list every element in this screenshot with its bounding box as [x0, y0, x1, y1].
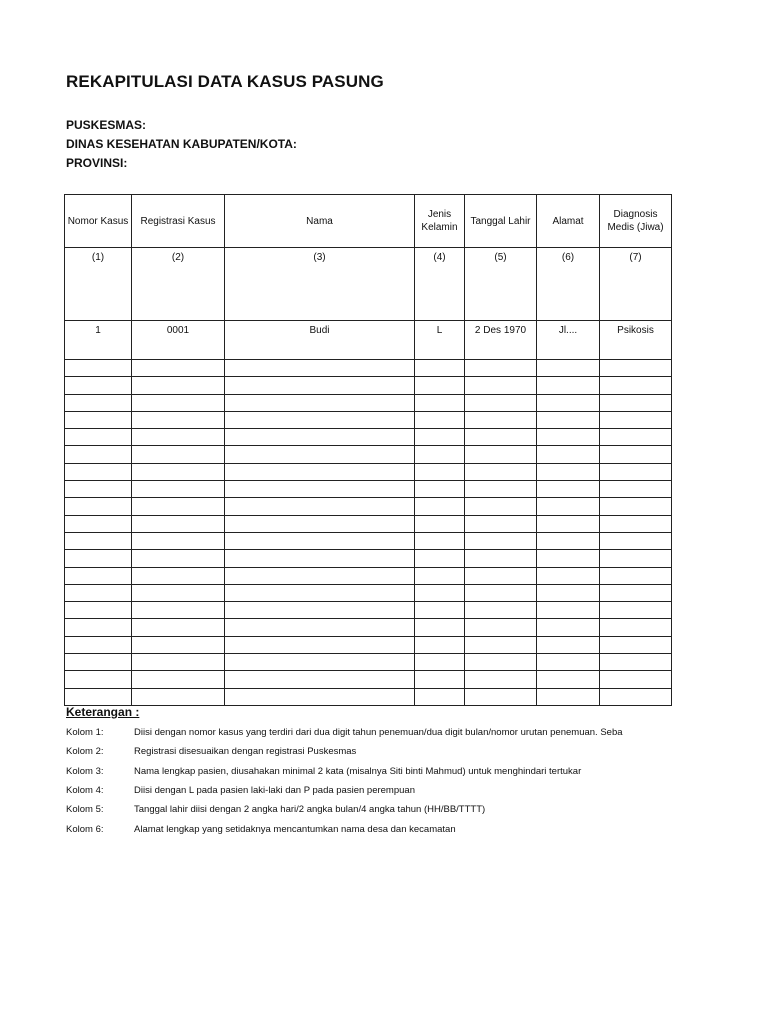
header-alamat: Alamat: [537, 195, 600, 248]
kolom-label: Kolom 5:: [66, 804, 104, 815]
empty-cell: [537, 619, 600, 636]
header-nama: Nama: [225, 195, 415, 248]
column-number: (4): [415, 248, 465, 321]
empty-row: [65, 515, 672, 532]
empty-cell: [415, 446, 465, 463]
page-title: REKAPITULASI DATA KASUS PASUNG: [66, 72, 384, 91]
empty-cell: [65, 671, 132, 688]
empty-cell: [132, 411, 225, 428]
empty-cell: [415, 602, 465, 619]
cell-nomor-kasus: 1: [65, 321, 132, 360]
empty-cell: [415, 550, 465, 567]
column-number: (5): [465, 248, 537, 321]
empty-cell: [600, 602, 672, 619]
kolom-label: Kolom 1:: [66, 727, 104, 738]
empty-cell: [537, 688, 600, 705]
empty-cell: [537, 377, 600, 394]
kasus-table: [64, 194, 672, 706]
empty-cell: [600, 446, 672, 463]
keterangan-item: [66, 804, 670, 815]
empty-cell: [465, 671, 537, 688]
empty-cell: [65, 463, 132, 480]
header-jenis-kelamin: Jenis Kelamin: [415, 195, 465, 248]
keterangan-item: [66, 746, 670, 757]
empty-cell: [225, 636, 415, 653]
empty-cell: [225, 532, 415, 549]
empty-row: [65, 688, 672, 705]
empty-cell: [225, 429, 415, 446]
empty-cell: [132, 481, 225, 498]
empty-cell: [600, 429, 672, 446]
empty-cell: [415, 481, 465, 498]
empty-cell: [465, 429, 537, 446]
column-number-row: [65, 248, 672, 321]
empty-cell: [465, 411, 537, 428]
cell-diagnosis: Psikosis: [600, 321, 672, 360]
empty-cell: [415, 498, 465, 515]
empty-cell: [600, 498, 672, 515]
empty-cell: [65, 550, 132, 567]
empty-cell: [415, 515, 465, 532]
empty-row: [65, 602, 672, 619]
kolom-label: Kolom 3:: [66, 766, 104, 777]
empty-cell: [225, 671, 415, 688]
keterangan-item: [66, 727, 670, 738]
keterangan-title: Keterangan :: [66, 705, 140, 719]
empty-cell: [465, 446, 537, 463]
empty-cell: [225, 515, 415, 532]
header-nomor-kasus: Nomor Kasus: [65, 195, 132, 248]
empty-cell: [537, 446, 600, 463]
empty-cell: [132, 394, 225, 411]
empty-cell: [600, 463, 672, 480]
empty-cell: [415, 532, 465, 549]
empty-cell: [132, 360, 225, 377]
cell-nama: Budi: [225, 321, 415, 360]
empty-row: [65, 619, 672, 636]
provinsi-label: PROVINSI:: [66, 156, 128, 170]
keterangan-item: [66, 785, 670, 796]
empty-cell: [600, 411, 672, 428]
empty-cell: [225, 377, 415, 394]
column-number: (7): [600, 248, 672, 321]
empty-cell: [600, 654, 672, 671]
empty-row: [65, 498, 672, 515]
empty-cell: [465, 498, 537, 515]
table-row: [65, 321, 672, 360]
empty-cell: [537, 654, 600, 671]
kolom-text: Nama lengkap pasien, diusahakan minimal 2 kata (misalnya Siti binti Mahmud) untuk menghindari tertukar: [134, 766, 582, 777]
empty-cell: [465, 654, 537, 671]
empty-cell: [537, 636, 600, 653]
empty-cell: [132, 463, 225, 480]
empty-cell: [132, 532, 225, 549]
empty-cell: [225, 550, 415, 567]
empty-cell: [225, 567, 415, 584]
empty-cell: [65, 446, 132, 463]
empty-cell: [415, 377, 465, 394]
empty-cell: [415, 394, 465, 411]
empty-cell: [600, 584, 672, 601]
empty-cell: [65, 498, 132, 515]
empty-cell: [65, 567, 132, 584]
empty-cell: [65, 602, 132, 619]
column-number: (1): [65, 248, 132, 321]
empty-cell: [415, 671, 465, 688]
empty-row: [65, 394, 672, 411]
empty-cell: [65, 377, 132, 394]
empty-cell: [225, 498, 415, 515]
empty-cell: [537, 602, 600, 619]
empty-cell: [225, 619, 415, 636]
empty-row: [65, 411, 672, 428]
empty-cell: [132, 654, 225, 671]
column-number: (2): [132, 248, 225, 321]
empty-cell: [65, 411, 132, 428]
empty-cell: [225, 584, 415, 601]
empty-cell: [600, 515, 672, 532]
empty-cell: [132, 584, 225, 601]
empty-cell: [600, 360, 672, 377]
empty-cell: [537, 515, 600, 532]
empty-cell: [415, 463, 465, 480]
empty-cell: [537, 584, 600, 601]
empty-cell: [465, 394, 537, 411]
empty-cell: [225, 394, 415, 411]
empty-cell: [537, 498, 600, 515]
kolom-label: Kolom 6:: [66, 824, 104, 835]
empty-cell: [465, 463, 537, 480]
header-row: [65, 195, 672, 248]
empty-cell: [132, 671, 225, 688]
empty-cell: [465, 550, 537, 567]
empty-cell: [537, 463, 600, 480]
empty-cell: [132, 377, 225, 394]
empty-cell: [600, 532, 672, 549]
empty-cell: [415, 360, 465, 377]
empty-cell: [65, 481, 132, 498]
empty-cell: [600, 481, 672, 498]
header-registrasi-kasus: Registrasi Kasus: [132, 195, 225, 248]
empty-cell: [537, 360, 600, 377]
empty-cell: [132, 688, 225, 705]
empty-row: [65, 654, 672, 671]
empty-cell: [537, 481, 600, 498]
empty-cell: [65, 515, 132, 532]
kolom-text: Diisi dengan L pada pasien laki-laki dan P pada pasien perempuan: [134, 785, 415, 796]
cell-alamat: Jl....: [537, 321, 600, 360]
kolom-label: Kolom 4:: [66, 785, 104, 796]
empty-cell: [132, 429, 225, 446]
empty-cell: [600, 567, 672, 584]
cell-jenis-kelamin: L: [415, 321, 465, 360]
empty-cell: [132, 636, 225, 653]
empty-cell: [465, 481, 537, 498]
empty-cell: [225, 688, 415, 705]
empty-cell: [600, 394, 672, 411]
empty-row: [65, 532, 672, 549]
dinas-label: DINAS KESEHATAN KABUPATEN/KOTA:: [66, 137, 297, 151]
empty-cell: [465, 532, 537, 549]
empty-cell: [465, 515, 537, 532]
empty-cell: [537, 429, 600, 446]
empty-cell: [600, 619, 672, 636]
empty-row: [65, 446, 672, 463]
keterangan-item: [66, 766, 670, 777]
empty-row: [65, 429, 672, 446]
empty-cell: [537, 671, 600, 688]
empty-cell: [225, 411, 415, 428]
empty-cell: [600, 688, 672, 705]
empty-cell: [65, 360, 132, 377]
empty-cell: [132, 498, 225, 515]
empty-cell: [132, 446, 225, 463]
empty-cell: [225, 654, 415, 671]
empty-cell: [415, 411, 465, 428]
kolom-text: Registrasi disesuaikan dengan registrasi Puskesmas: [134, 746, 357, 757]
empty-cell: [65, 584, 132, 601]
empty-cell: [415, 688, 465, 705]
empty-cell: [465, 567, 537, 584]
empty-cell: [537, 567, 600, 584]
empty-cell: [225, 481, 415, 498]
empty-cell: [465, 377, 537, 394]
empty-cell: [415, 619, 465, 636]
empty-cell: [65, 636, 132, 653]
empty-cell: [132, 550, 225, 567]
empty-row: [65, 636, 672, 653]
empty-row: [65, 567, 672, 584]
empty-cell: [65, 429, 132, 446]
empty-cell: [225, 602, 415, 619]
keterangan-item: [66, 824, 670, 835]
empty-cell: [465, 360, 537, 377]
empty-cell: [65, 688, 132, 705]
empty-cell: [415, 567, 465, 584]
header-tanggal-lahir: Tanggal Lahir: [465, 195, 537, 248]
empty-cell: [415, 584, 465, 601]
empty-row: [65, 377, 672, 394]
empty-cell: [132, 567, 225, 584]
kolom-text: Diisi dengan nomor kasus yang terdiri dari dua digit tahun penemuan/dua digit bulan/nomor urutan penemuan. Seba: [134, 727, 623, 738]
empty-cell: [600, 636, 672, 653]
empty-cell: [65, 654, 132, 671]
empty-cell: [465, 602, 537, 619]
empty-row: [65, 550, 672, 567]
empty-cell: [132, 619, 225, 636]
empty-cell: [600, 550, 672, 567]
column-number: (3): [225, 248, 415, 321]
empty-row: [65, 463, 672, 480]
empty-cell: [65, 619, 132, 636]
cell-tanggal-lahir: 2 Des 1970: [465, 321, 537, 360]
empty-cell: [65, 394, 132, 411]
empty-cell: [225, 463, 415, 480]
empty-row: [65, 671, 672, 688]
empty-cell: [537, 532, 600, 549]
empty-cell: [225, 446, 415, 463]
empty-row: [65, 584, 672, 601]
empty-cell: [132, 515, 225, 532]
header-diagnosis: Diagnosis Medis (Jiwa): [600, 195, 672, 248]
empty-cell: [465, 636, 537, 653]
empty-cell: [600, 377, 672, 394]
empty-cell: [537, 394, 600, 411]
empty-row: [65, 360, 672, 377]
cell-registrasi-kasus: 0001: [132, 321, 225, 360]
empty-row: [65, 481, 672, 498]
empty-cell: [537, 550, 600, 567]
kolom-label: Kolom 2:: [66, 746, 104, 757]
empty-cell: [465, 584, 537, 601]
empty-cell: [537, 411, 600, 428]
empty-cell: [225, 360, 415, 377]
empty-cell: [65, 532, 132, 549]
kolom-text: Tanggal lahir diisi dengan 2 angka hari/2 angka bulan/4 angka tahun (HH/BB/TTTT): [134, 804, 486, 815]
kolom-text: Alamat lengkap yang setidaknya mencantumkan nama desa dan kecamatan: [134, 824, 456, 835]
column-number: (6): [537, 248, 600, 321]
empty-cell: [415, 654, 465, 671]
empty-cell: [415, 636, 465, 653]
empty-cell: [465, 688, 537, 705]
empty-cell: [465, 619, 537, 636]
empty-cell: [132, 602, 225, 619]
puskesmas-label: PUSKESMAS:: [66, 118, 147, 132]
empty-cell: [600, 671, 672, 688]
empty-cell: [415, 429, 465, 446]
